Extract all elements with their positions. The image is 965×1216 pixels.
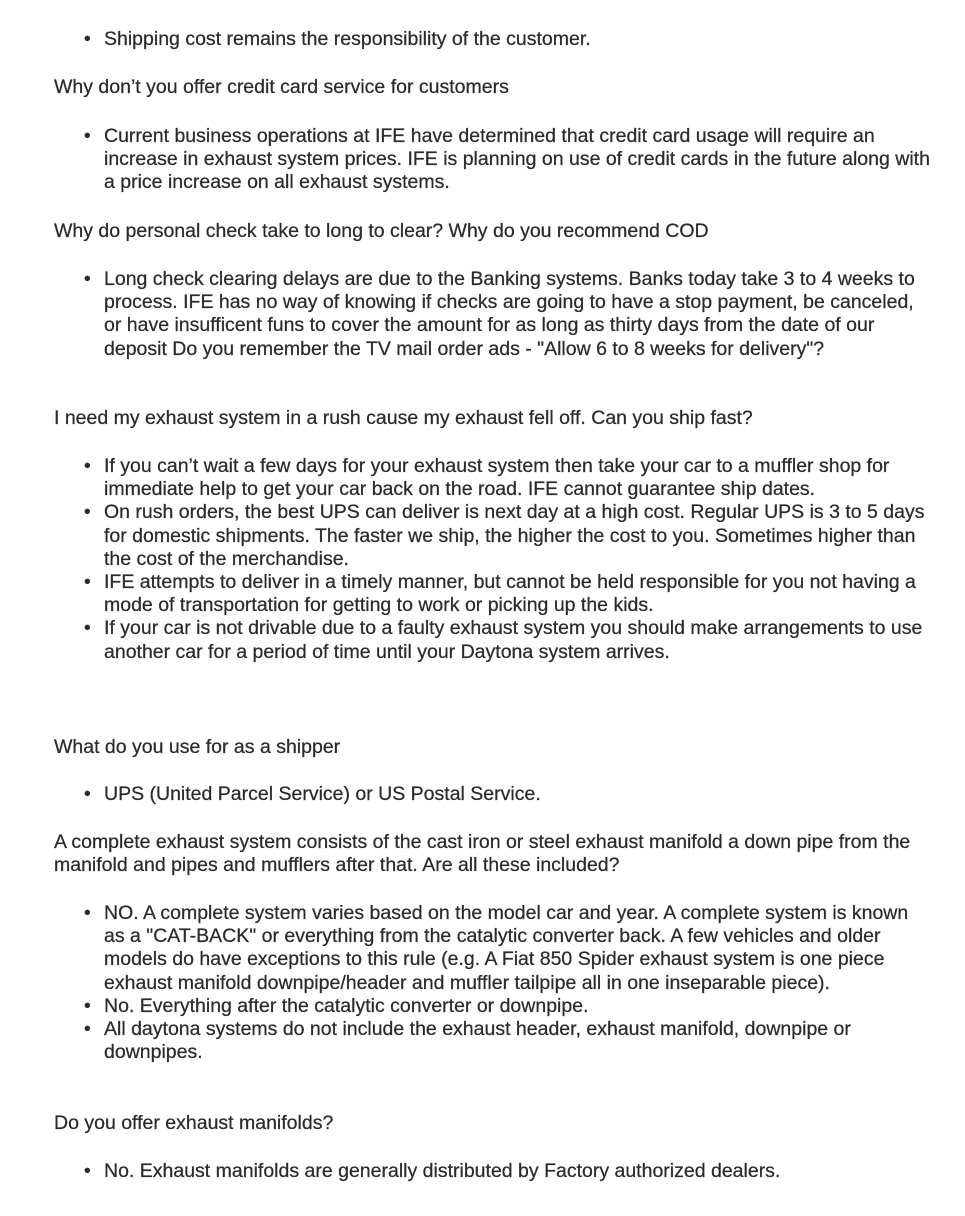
answer-item [82,902,932,995]
answer-item [82,1018,932,1064]
answer-list [82,455,932,664]
answer-list [82,902,932,1064]
faq-question: Do you offer exhaust manifolds? [54,1112,334,1134]
answer-text: IFE attempts to deliver in a timely manner, but cannot be held responsible for you not having a mode of transportation for getting to work or picking up the kids. [104,571,916,617]
answer-item [82,571,932,617]
answer-item [82,501,932,571]
answer-list [82,783,932,806]
bullet-icon: • [84,269,91,290]
bullet-icon: • [84,126,91,147]
answer-item [82,28,932,51]
answer-text: On rush orders, the best UPS can deliver is next day at a high cost. Regular UPS is 3 to 5 days for domestic shipments. The faster we ship, the higher the cost to you. Sometimes higher than the cost of the merchandise. [104,501,925,570]
faq-question: A complete exhaust system consists of the cast iron or steel exhaust manifold a down pipe from the manifold and pipes and mufflers after that. Are all these included? [54,831,911,877]
answer-item [82,1160,932,1183]
answer-text: Current business operations at IFE have determined that credit card usage will require an increase in exhaust system prices. IFE is planning on use of credit cards in the future along with a price increase on all exhaust systems. [104,125,930,194]
faq-question: Why don’t you offer credit card service for customers [54,76,509,98]
bullet-icon: • [84,572,91,594]
answer-text: No. Everything after the catalytic converter or downpipe. [104,994,589,1017]
bullet-icon: • [84,903,91,924]
bullet-icon: • [84,618,91,640]
bullet-icon: • [84,1161,91,1182]
answer-text: UPS (United Parcel Service) or US Postal Service. [104,783,541,805]
bullet-icon: • [84,502,91,524]
answer-list [82,28,932,51]
answer-item [82,617,932,663]
answer-item [82,995,932,1018]
answer-item [82,783,932,806]
bullet-icon: • [84,784,91,805]
answer-text: Long check clearing delays are due to the Banking systems. Banks today take 3 to 4 weeks to process. IFE has no way of knowing if checks are going to have a stop payment, be canceled, or have insufficent funs to cover the amount for as long as thirty days from the date of our deposit Do you remember the TV mail order ads - "Allow 6 to 8 weeks for delivery"? [104,268,915,360]
bullet-icon: • [84,1019,91,1041]
bullet-icon: • [84,995,91,1017]
answer-item [82,125,932,195]
answer-text: If your car is not drivable due to a faulty exhaust system you should make arrangements to use another car for a period of time until your Daytona system arrives. [104,617,923,663]
answer-text: Shipping cost remains the responsibility of the customer. [104,28,591,50]
answer-text: NO. A complete system varies based on the model car and year. A complete system is known as a "CAT-BACK" or everything from the catalytic converter back. A few vehicles and older models do have exceptions to this rule (e.g. A Fiat 850 Spider exhaust system is one piece exhaust manifold downpipe/header and muffler tailpipe all in one inseparable piece). [104,902,909,994]
answer-list [82,125,932,195]
bullet-icon: • [84,29,91,50]
answer-item [82,455,932,501]
answer-list [82,268,932,361]
faq-question: I need my exhaust system in a rush cause my exhaust fell off. Can you ship fast? [54,407,753,429]
answer-list [82,1160,932,1183]
faq-question: Why do personal check take to long to clear? Why do you recommend COD [54,220,709,242]
answer-text: All daytona systems do not include the exhaust header, exhaust manifold, downpipe or downpipes. [104,1018,851,1064]
answer-item [82,268,932,361]
faq-question: What do you use for as a shipper [54,736,341,758]
answer-text: If you can’t wait a few days for your exhaust system then take your car to a muffler shop for immediate help to get your car back on the road. IFE cannot guarantee ship dates. [104,455,890,501]
bullet-icon: • [84,456,91,477]
answer-text: No. Exhaust manifolds are generally distributed by Factory authorized dealers. [104,1160,781,1182]
